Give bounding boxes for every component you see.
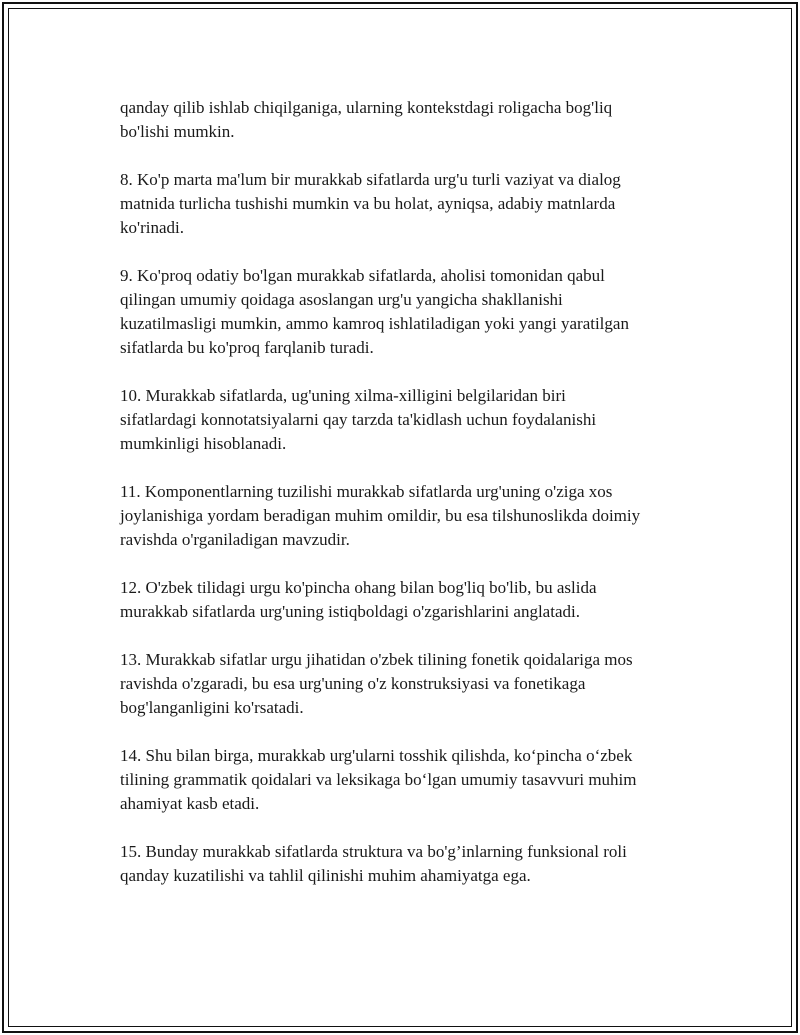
paragraph-9: 9. Ko'proq odatiy bo'lgan murakkab sifatlarda, aholisi tomonidan qabul qilingan umumiy qoidaga asoslangan urg'u yangicha shakllanishi kuzatilmasligi mumkin, ammo kamroq ishlatiladigan yoki yangi yaratilgan sifatlarda bu ko'proq farqlanib turadi. (120, 266, 629, 357)
paragraph-12: 12. O'zbek tilidagi urgu ko'pincha ohang bilan bog'liq bo'lib, bu aslida murakkab sifatlarda urg'uning istiqboldagi o'zgarishlarini anglatadi. (120, 578, 597, 621)
paragraph-14: 14. Shu bilan birga, murakkab urg'ularni tosshik qilishda, ko‘pincha o‘zbek tilining grammatik qoidalari va leksikaga bo‘lgan umumiy tasavvuri muhim ahamiyat kasb etadi. (120, 746, 637, 813)
paragraph-8: 8. Ko'p marta ma'lum bir murakkab sifatlarda urg'u turli vaziyat va dialog matnida turlicha tushishi mumkin va bu holat, ayniqsa, adabiy matnlarda ko'rinadi. (120, 170, 621, 237)
page-frame (2, 2, 798, 1033)
paragraph-13: 13. Murakkab sifatlar urgu jihatidan o'zbek tilining fonetik qoidalariga mos ravishda o'zgaradi, bu esa urg'uning o'z konstruksiyasi va fonetikaga bog'langanligini ko'rsatadi. (120, 650, 633, 717)
paragraph-continuation: qanday qilib ishlab chiqilganiga, ularning kontekstdagi roligacha bog'liq bo'lishi mumkin. (120, 98, 613, 141)
paragraph-11: 11. Komponentlarning tuzilishi murakkab sifatlarda urg'uning o'ziga xos joylanishiga yordam beradigan muhim omildir, bu esa tilshunoslikda doimiy ravishda o'rganiladigan mavzudir. (120, 482, 641, 549)
paragraph-15: 15. Bunday murakkab sifatlarda struktura va bo'g’inlarning funksional roli qanday kuzatilishi va tahlil qilinishi muhim ahamiyatga ega. (120, 842, 627, 885)
document-body (120, 96, 700, 912)
paragraph-10: 10. Murakkab sifatlarda, ug'uning xilma-xilligini belgilaridan biri sifatlardagi konnotatsiyalarni qay tarzda ta'kidlash uchun foydalanishi mumkinligi hisoblanadi. (120, 386, 597, 453)
